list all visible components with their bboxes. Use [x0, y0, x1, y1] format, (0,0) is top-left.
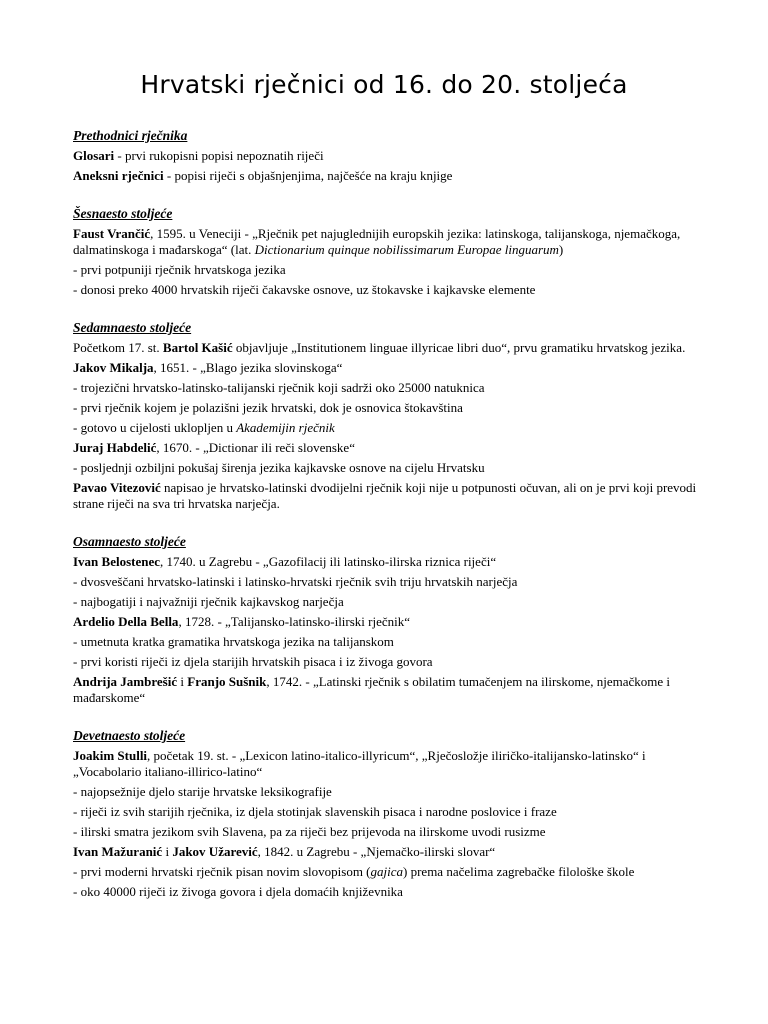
document-body [73, 128, 698, 904]
paragraph [73, 168, 698, 184]
text-run: - najopsežnije djelo starije hrvatske leksikografije [73, 784, 332, 799]
text-run: - prvi koristi riječi iz djela starijih hrvatskih pisaca i iz živoga govora [73, 654, 433, 669]
section-spacer [73, 710, 698, 728]
bold-name: Andrija Jambrešić [73, 674, 178, 689]
text-run: ) prema načelima zagrebačke filološke škole [403, 864, 635, 879]
text-run: , 1742. - „Latinski rječnik s obilatim tumačenjem na ilirskome, njemačkome i mađarskome“ [73, 674, 670, 705]
paragraph [73, 864, 698, 880]
text-run: , 1651. - „Blago jezika slovinskoga“ [153, 360, 343, 375]
text-run: napisao je hrvatsko-latinski dvodijelni rječnik koji nije u potpunosti očuvan, ali on je prvi koji prevodi strane riječi na sva tri hrvatska narječja. [73, 480, 697, 511]
section-heading: Devetnaesto stoljeće [73, 728, 186, 743]
section-heading: Šesnaesto stoljeće [73, 206, 173, 221]
paragraph [73, 226, 698, 258]
italic-text: Dictionarium quinque nobilissimarum Europae linguarum [254, 242, 559, 257]
bold-name: Ivan Belostenec [73, 554, 161, 569]
text-run: , 1595. u Veneciji - „Rječnik pet najuglednijih europskih jezika: latinskoga, talijanskoga, njemačkoga, dalmatinskoga i mađarskoga“ (lat. [73, 226, 681, 257]
paragraph [73, 594, 698, 610]
paragraph [73, 824, 698, 840]
bold-name: Faust Vrančić [73, 226, 151, 241]
paragraph [73, 460, 698, 476]
text-run: - gotovo u cijelosti uklopljen u [73, 420, 237, 435]
text-run: - najbogatiji i najvažniji rječnik kajkavskog narječja [73, 594, 344, 609]
bold-name: Glosari [73, 148, 115, 163]
bold-name: Bartol Kašić [162, 340, 233, 355]
paragraph [73, 804, 698, 820]
text-run: , 1728. - „Talijansko-latinsko-ilirski rječnik“ [178, 614, 411, 629]
text-run: - ilirski smatra jezikom svih Slavena, pa za riječi bez prijevoda na ilirskome uvodi rusizme [73, 824, 546, 839]
section-heading: Sedamnaesto stoljeće [73, 320, 192, 335]
text-run: , početak 19. st. - „Lexicon latino-italico-illyricum“, „Rječosložje iliričko-italijansko-latinsko“ i „Vocabolario italiano-illirico-latino“ [73, 748, 646, 779]
text-run: - prvi rukopisni popisi nepoznatih riječi [114, 148, 324, 163]
text-run: - prvi moderni hrvatski rječnik pisan novim slovopisom ( [73, 864, 371, 879]
text-run: i [162, 844, 173, 859]
paragraph [73, 554, 698, 570]
bold-name: Franjo Sušnik [187, 674, 267, 689]
paragraph [73, 340, 698, 356]
paragraph [73, 380, 698, 396]
page-title: Hrvatski rječnici od 16. do 20. stoljeća [140, 70, 628, 99]
text-run: , 1670. - „Dictionar ili reči slovenske“ [156, 440, 355, 455]
paragraph [73, 480, 698, 512]
paragraph [73, 262, 698, 278]
section-spacer [73, 188, 698, 206]
bold-name: Ivan Mažuranić [73, 844, 163, 859]
bold-name: Joakim Stulli [73, 748, 148, 763]
paragraph [73, 400, 698, 416]
paragraph [73, 634, 698, 650]
paragraph [73, 614, 698, 630]
paragraph [73, 440, 698, 456]
text-run: ) [558, 242, 564, 257]
paragraph [73, 360, 698, 376]
paragraph [73, 148, 698, 164]
text-run: - donosi preko 4000 hrvatskih riječi čakavske osnove, uz štokavske i kajkavske elemente [73, 282, 536, 297]
text-run: Početkom 17. st. [73, 340, 163, 355]
italic-text: Akademijin rječnik [236, 420, 335, 435]
bold-name: Pavao Vitezović [73, 480, 161, 495]
paragraph [73, 674, 698, 706]
bold-name: Juraj Habdelić [73, 440, 157, 455]
text-run: - prvi rječnik kojem je polazišni jezik hrvatski, dok je osnovica štokavština [73, 400, 463, 415]
bold-name: Jakov Mikalja [73, 360, 154, 375]
paragraph [73, 844, 698, 860]
text-run: objavljuje „Institutionem linguae illyricae libri duo“, prvu gramatiku hrvatskog jezika. [232, 340, 686, 355]
text-run: - posljednji ozbiljni pokušaj širenja jezika kajkavske osnove na cijelu Hrvatsku [73, 460, 485, 475]
paragraph [73, 420, 698, 436]
paragraph [73, 574, 698, 590]
paragraph [73, 884, 698, 900]
paragraph [73, 282, 698, 298]
italic-text: gajica [370, 864, 404, 879]
text-run: , 1740. u Zagrebu - „Gazofilacij ili latinsko-ilirska riznica riječi“ [160, 554, 497, 569]
text-run: - oko 40000 riječi iz živoga govora i djela domaćih književnika [73, 884, 403, 899]
text-run: - popisi riječi s objašnjenjima, najčešće na kraju knjige [163, 168, 453, 183]
text-run: - dvosveščani hrvatsko-latinski i latinsko-hrvatski rječnik svih triju hrvatskih narječja [73, 574, 518, 589]
section-heading: Prethodnici rječnika [73, 128, 188, 143]
paragraph [73, 748, 698, 780]
bold-name: Jakov Užarević [172, 844, 258, 859]
section-heading: Osamnaesto stoljeće [73, 534, 186, 549]
text-run: - prvi potpuniji rječnik hrvatskoga jezika [73, 262, 286, 277]
paragraph [73, 784, 698, 800]
bold-name: Aneksni rječnici [73, 168, 164, 183]
text-run: i [177, 674, 188, 689]
bold-name: Ardelio Della Bella [73, 614, 179, 629]
text-run: - trojezični hrvatsko-latinsko-talijanski rječnik koji sadrži oko 25000 natuknica [73, 380, 485, 395]
section-spacer [73, 302, 698, 320]
text-run: , 1842. u Zagrebu - „Njemačko-ilirski slovar“ [257, 844, 496, 859]
paragraph [73, 654, 698, 670]
section-spacer [73, 516, 698, 534]
text-run: - umetnuta kratka gramatika hrvatskoga jezika na talijanskom [73, 634, 394, 649]
text-run: - riječi iz svih starijih rječnika, iz djela stotinjak slavenskih pisaca i narodne poslovice i fraze [73, 804, 557, 819]
